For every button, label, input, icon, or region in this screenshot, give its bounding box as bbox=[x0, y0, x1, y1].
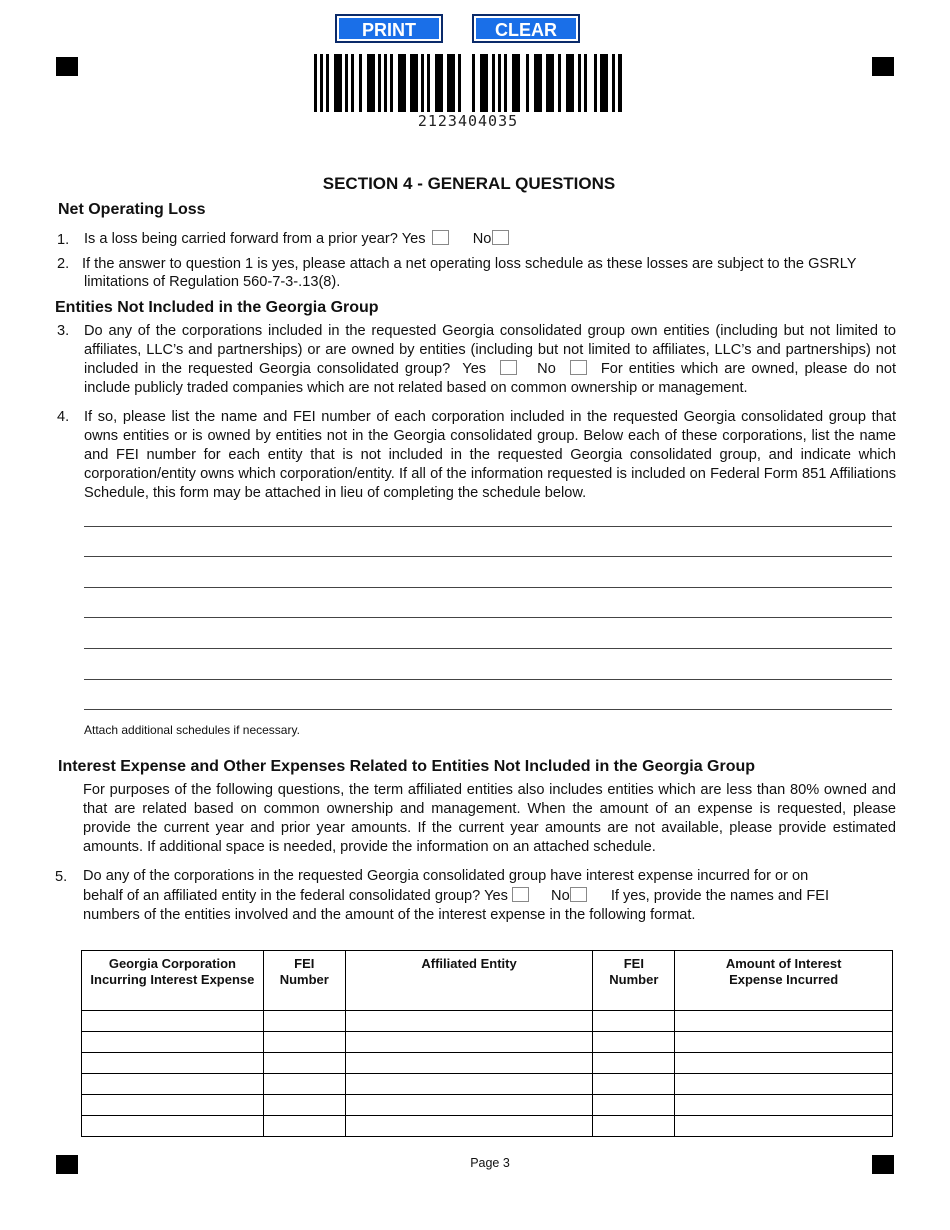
cell-input[interactable] bbox=[675, 1011, 893, 1032]
section-title: SECTION 4 - GENERAL QUESTIONS bbox=[322, 174, 616, 193]
interest-heading: Interest Expense and Other Expenses Related to Entities Not Included in the Georgia Group bbox=[58, 758, 756, 775]
q3-no-label: No bbox=[537, 361, 556, 377]
q5-text: behalf of an affiliated entity in the federal consolidated group? bbox=[83, 888, 481, 904]
table-row bbox=[82, 1095, 893, 1116]
header-fei-number-2: FEI Number bbox=[593, 951, 675, 1011]
cell-input[interactable] bbox=[593, 1074, 675, 1095]
q3-number: 3. bbox=[57, 323, 70, 339]
q5-number: 5. bbox=[55, 869, 68, 885]
cell-input[interactable] bbox=[263, 1116, 345, 1137]
table-row bbox=[82, 1116, 893, 1137]
cell-input[interactable] bbox=[675, 1032, 893, 1053]
q5-yes-checkbox[interactable] bbox=[512, 887, 529, 902]
clear-button[interactable]: CLEAR bbox=[472, 14, 580, 43]
q4-number: 4. bbox=[57, 409, 70, 425]
cell-input[interactable] bbox=[82, 1053, 264, 1074]
entities-heading: Entities Not Included in the Georgia Group bbox=[55, 299, 379, 316]
cell-input[interactable] bbox=[675, 1053, 893, 1074]
q1-text-row bbox=[84, 230, 511, 249]
registration-mark-top-right bbox=[872, 57, 894, 76]
schedule-line-5[interactable] bbox=[84, 648, 892, 649]
cell-input[interactable] bbox=[593, 1053, 675, 1074]
q5-line1: Do any of the corporations in the requested Georgia consolidated group have interest expense incurred for or on bbox=[83, 868, 809, 884]
cell-input[interactable] bbox=[345, 1095, 593, 1116]
cell-input[interactable] bbox=[345, 1116, 593, 1137]
q3-text bbox=[84, 322, 896, 398]
cell-input[interactable] bbox=[593, 1011, 675, 1032]
table-header-row bbox=[82, 951, 893, 1011]
schedule-line-3[interactable] bbox=[84, 587, 892, 588]
table-row bbox=[82, 1053, 893, 1074]
cell-input[interactable] bbox=[263, 1011, 345, 1032]
q1-yes-checkbox[interactable] bbox=[432, 230, 449, 245]
q4-text: If so, please list the name and FEI number of each corporation included in the requested Georgia consolidated group that owns entities or is owned by entities not in the Georgia consolidated group. Below each of these corporations, list the name and FEI number for each entity that is not included in the requested Georgia consolidated group, and indicate which corporation/entity owns which corporation/entity. If all of the information requested is included on Federal Form 851 Affiliations Schedule, this form may be attached in lieu of completing the schedule below. bbox=[84, 409, 896, 501]
q1-text: Is a loss being carried forward from a prior year? bbox=[84, 231, 398, 247]
header-amount-interest: Amount of Interest Expense Incurred bbox=[675, 951, 893, 1011]
schedule-line-1[interactable] bbox=[84, 526, 892, 527]
schedule-line-2[interactable] bbox=[84, 556, 892, 557]
header-fei-number-1: FEI Number bbox=[263, 951, 345, 1011]
q3-yes-checkbox[interactable] bbox=[500, 360, 517, 375]
header-affiliated-entity: Affiliated Entity bbox=[345, 951, 593, 1011]
q2-number: 2. bbox=[57, 256, 70, 272]
cell-input[interactable] bbox=[675, 1095, 893, 1116]
table-row bbox=[82, 1074, 893, 1095]
q1-no-label: No bbox=[472, 231, 492, 247]
cell-input[interactable] bbox=[263, 1032, 345, 1053]
cell-input[interactable] bbox=[675, 1116, 893, 1137]
cell-input[interactable] bbox=[675, 1074, 893, 1095]
q2-line1: If the answer to question 1 is yes, please attach a net operating loss schedule as these losses are subject to the GSRLY bbox=[82, 256, 857, 272]
q5-line2 bbox=[83, 887, 829, 906]
table-row bbox=[82, 1032, 893, 1053]
cell-input[interactable] bbox=[345, 1032, 593, 1053]
q5-line3: numbers of the entities involved and the amount of the interest expense in the following format. bbox=[83, 907, 696, 923]
cell-input[interactable] bbox=[263, 1053, 345, 1074]
cell-input[interactable] bbox=[345, 1074, 593, 1095]
cell-input[interactable] bbox=[263, 1095, 345, 1116]
barcode bbox=[312, 54, 624, 112]
schedule-line-4[interactable] bbox=[84, 617, 892, 618]
cell-input[interactable] bbox=[593, 1116, 675, 1137]
cell-input[interactable] bbox=[82, 1011, 264, 1032]
cell-input[interactable] bbox=[82, 1032, 264, 1053]
attach-note: Attach additional schedules if necessary. bbox=[84, 723, 300, 737]
cell-input[interactable] bbox=[82, 1116, 264, 1137]
nol-heading: Net Operating Loss bbox=[58, 201, 206, 218]
interest-expense-table bbox=[81, 950, 893, 1137]
cell-input[interactable] bbox=[82, 1074, 264, 1095]
cell-input[interactable] bbox=[345, 1053, 593, 1074]
q3-no-checkbox[interactable] bbox=[570, 360, 587, 375]
q3-text-part1: Do any of the corporations included in the requested Georgia consolidated group own entities (including but not limited to affiliates, LLC’s and partnerships) or are owned by entities (including but not limited to affiliates, LLC’s and partnerships) not included in the requested Georgia consolidated group? bbox=[84, 323, 896, 377]
q1-yes-label: Yes bbox=[401, 231, 426, 247]
cell-input[interactable] bbox=[593, 1032, 675, 1053]
q5-no-label: No bbox=[551, 888, 570, 904]
registration-mark-top-left bbox=[56, 57, 78, 76]
cell-input[interactable] bbox=[345, 1011, 593, 1032]
q5-text-2: If yes, provide the names and FEI bbox=[610, 888, 830, 904]
page-number: Page 3 bbox=[470, 1156, 510, 1170]
schedule-line-6[interactable] bbox=[84, 679, 892, 680]
q1-no-checkbox[interactable] bbox=[492, 230, 509, 245]
q5-yes-label: Yes bbox=[484, 888, 508, 904]
cell-input[interactable] bbox=[593, 1095, 675, 1116]
cell-input[interactable] bbox=[82, 1095, 264, 1116]
q2-line2: limitations of Regulation 560-7-3-.13(8). bbox=[84, 274, 341, 290]
q5-no-checkbox[interactable] bbox=[570, 887, 587, 902]
schedule-line-7[interactable] bbox=[84, 709, 892, 710]
q3-yes-label: Yes bbox=[462, 361, 487, 377]
cell-input[interactable] bbox=[263, 1074, 345, 1095]
header-georgia-corporation: Georgia Corporation Incurring Interest Expense bbox=[82, 951, 264, 1011]
barcode-number: 2123404035 bbox=[417, 112, 519, 130]
q1-number: 1. bbox=[57, 232, 70, 248]
interest-intro: For purposes of the following questions, the term affiliated entities also includes entities which are less than 80% owned and that are related based on common ownership and management. When the amount of an expense is requested, please provide the current year and prior year amounts. If the current year amounts are not available, please provide estimated amounts. If additional space is needed, provide the information on an attached schedule. bbox=[83, 782, 896, 855]
table-row bbox=[82, 1011, 893, 1032]
print-button[interactable]: PRINT bbox=[335, 14, 443, 43]
q3-text-part2: For entities which are owned, please do not include publicly traded companies which are not related based on common ownership or management. bbox=[84, 361, 897, 396]
